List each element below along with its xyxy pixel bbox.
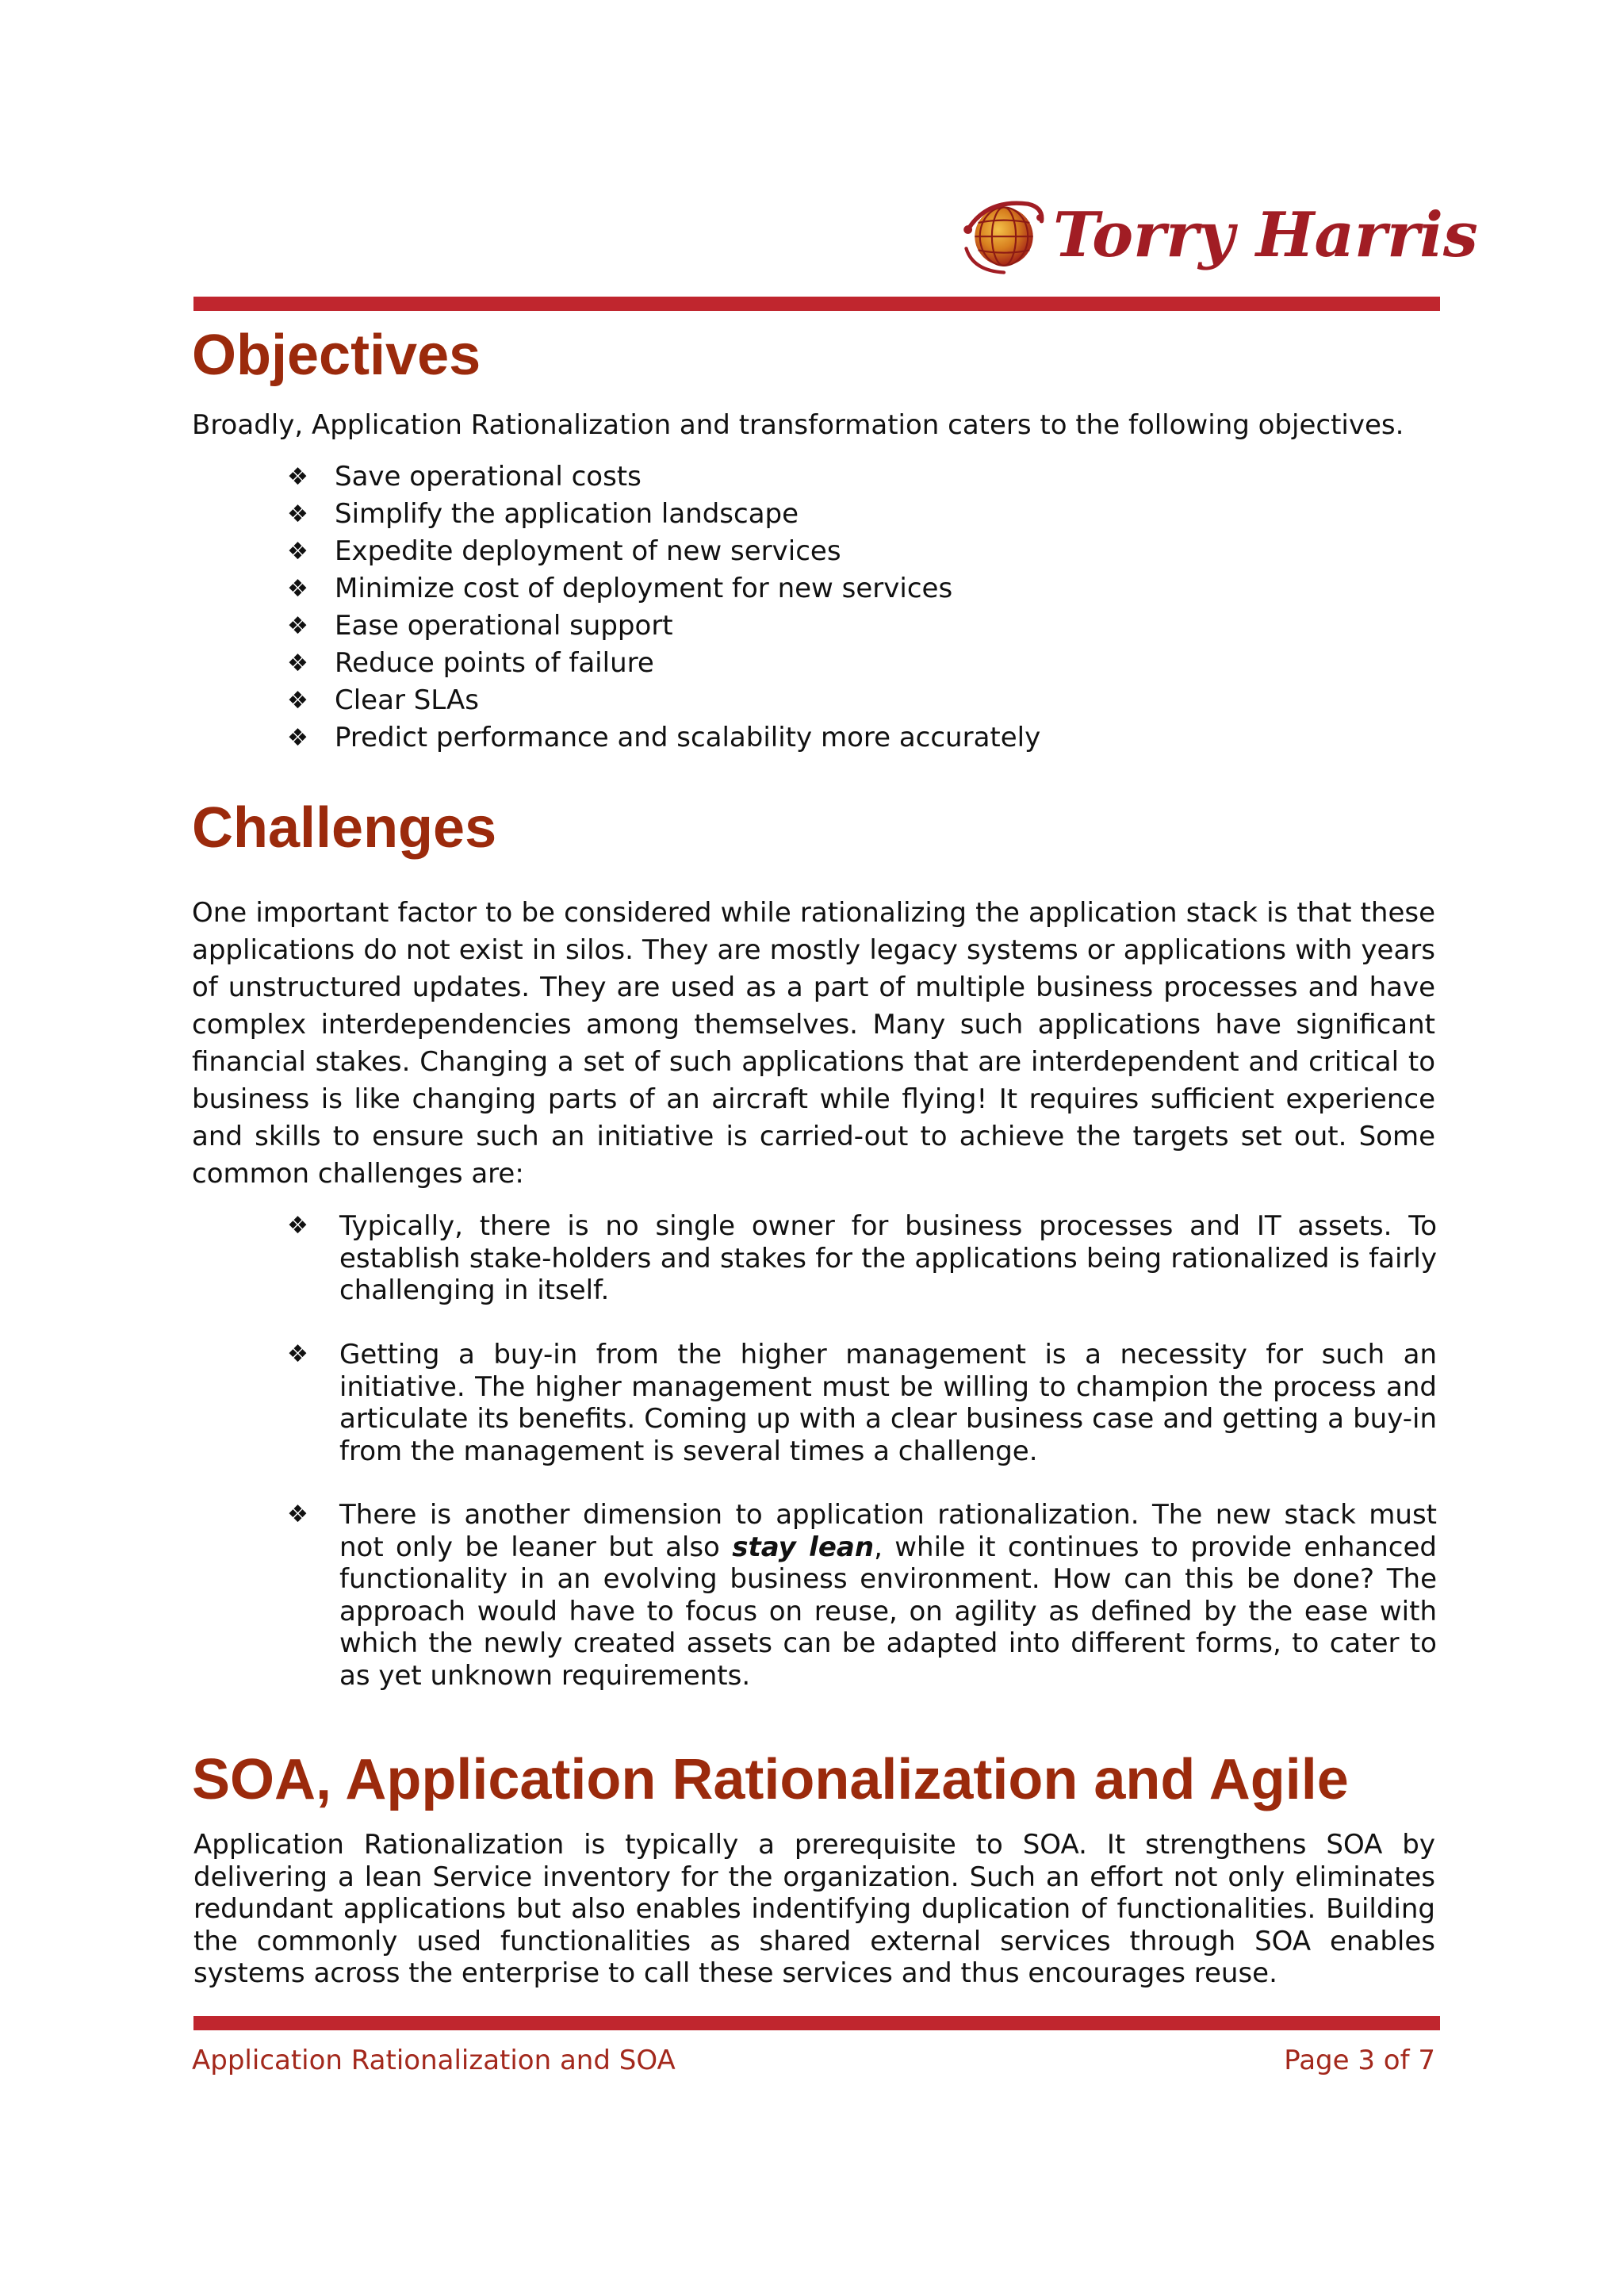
challenge-item-text: There is another dimension to application rationalization. The new stack must not only be leaner but also stay lean, while it continues to provide enhanced functionality in an evolving business environment. How can this be done? The approach would have to focus on reuse, on agility as defined by the ease with which the newly created assets can be adapted into different forms, to cater to as yet unknown requirements. — [339, 1499, 1438, 1692]
soa-paragraph: Application Rationalization is typically a prerequisite to SOA. It strengthens SOA by delivering a lean Service inventory for the organization. Such an effort not only eliminates redundant applications but also enables indentifying duplication of functionalities. Building the commonly used functionalities as shared external services through SOA enables systems across the enterprise to call these services and thus encourages reuse. — [193, 1829, 1435, 1989]
list-item: ❖ Reduce points of failure — [287, 645, 1040, 682]
challenges-paragraph: One important factor to be considered while rationalizing the application stack is that these applications do not exist in silos. They are mostly legacy systems or applications with years of unstructured updates. They are used as a part of multiple business processes and have complex interdependencies among themselves. Many such applications have significant financial stakes. Changing a set of such applications that are interdependent and critical to business is like changing parts of an aircraft while flying! It requires sufficient experience and skills to ensure such an initiative is carried-out to achieve the targets set out. Some common challenges are: — [192, 897, 1435, 1190]
page-number: Page 3 of 7 — [1284, 2045, 1435, 2076]
challenge-item — [287, 1499, 1437, 1692]
diamond-bullet-icon: ❖ — [287, 500, 308, 528]
diamond-bullet-icon: ❖ — [287, 1340, 308, 1368]
diamond-bullet-icon: ❖ — [287, 1501, 308, 1528]
diamond-bullet-icon: ❖ — [287, 538, 308, 565]
diamond-bullet-icon: ❖ — [287, 650, 308, 677]
diamond-bullet-icon: ❖ — [287, 724, 308, 752]
list-item: ❖ Minimize cost of deployment for new services — [287, 570, 1040, 608]
list-item: ❖ Ease operational support — [287, 608, 1040, 645]
objectives-list — [287, 458, 1040, 757]
header-divider — [193, 297, 1440, 311]
diamond-bullet-icon: ❖ — [287, 1212, 308, 1240]
diamond-bullet-icon: ❖ — [287, 463, 308, 491]
challenge-item-text: Typically, there is no single owner for business processes and IT assets. To establish stake-holders and stakes for the applications being rationalized is fairly challenging in itself. — [339, 1210, 1437, 1306]
soa-heading: SOA, Application Rationalization and Agile — [192, 1748, 1349, 1811]
footer-divider — [193, 2016, 1440, 2030]
diamond-bullet-icon: ❖ — [287, 687, 308, 715]
list-item: ❖ Simplify the application landscape — [287, 496, 1040, 533]
diamond-bullet-icon: ❖ — [287, 575, 308, 603]
diamond-bullet-icon: ❖ — [287, 612, 308, 640]
globe-icon — [961, 192, 1047, 278]
list-item: ❖ Save operational costs — [287, 458, 1040, 496]
objectives-intro: Broadly, Application Rationalization and transformation caters to the following objectives. — [192, 409, 1404, 441]
challenge-item — [287, 1210, 1437, 1307]
challenge-item-text: Getting a buy-in from the higher management is a necessity for such an initiative. The higher management must be willing to champion the process and articulate its benefits. Coming up with a clear business case and getting a buy-in from the management is several times a challenge. — [339, 1339, 1437, 1467]
challenge-item — [287, 1339, 1437, 1467]
list-item: ❖ Clear SLAs — [287, 682, 1040, 719]
emphasis-text: stay lean — [732, 1531, 875, 1563]
list-item: ❖ Predict performance and scalability more accurately — [287, 719, 1040, 757]
company-logo — [961, 187, 1478, 282]
logo-wordmark: Torry Harris — [1053, 198, 1478, 271]
objectives-heading: Objectives — [192, 324, 481, 387]
challenges-heading: Challenges — [192, 796, 497, 860]
list-item: ❖ Expedite deployment of new services — [287, 533, 1040, 570]
footer-document-title: Application Rationalization and SOA — [192, 2045, 676, 2076]
